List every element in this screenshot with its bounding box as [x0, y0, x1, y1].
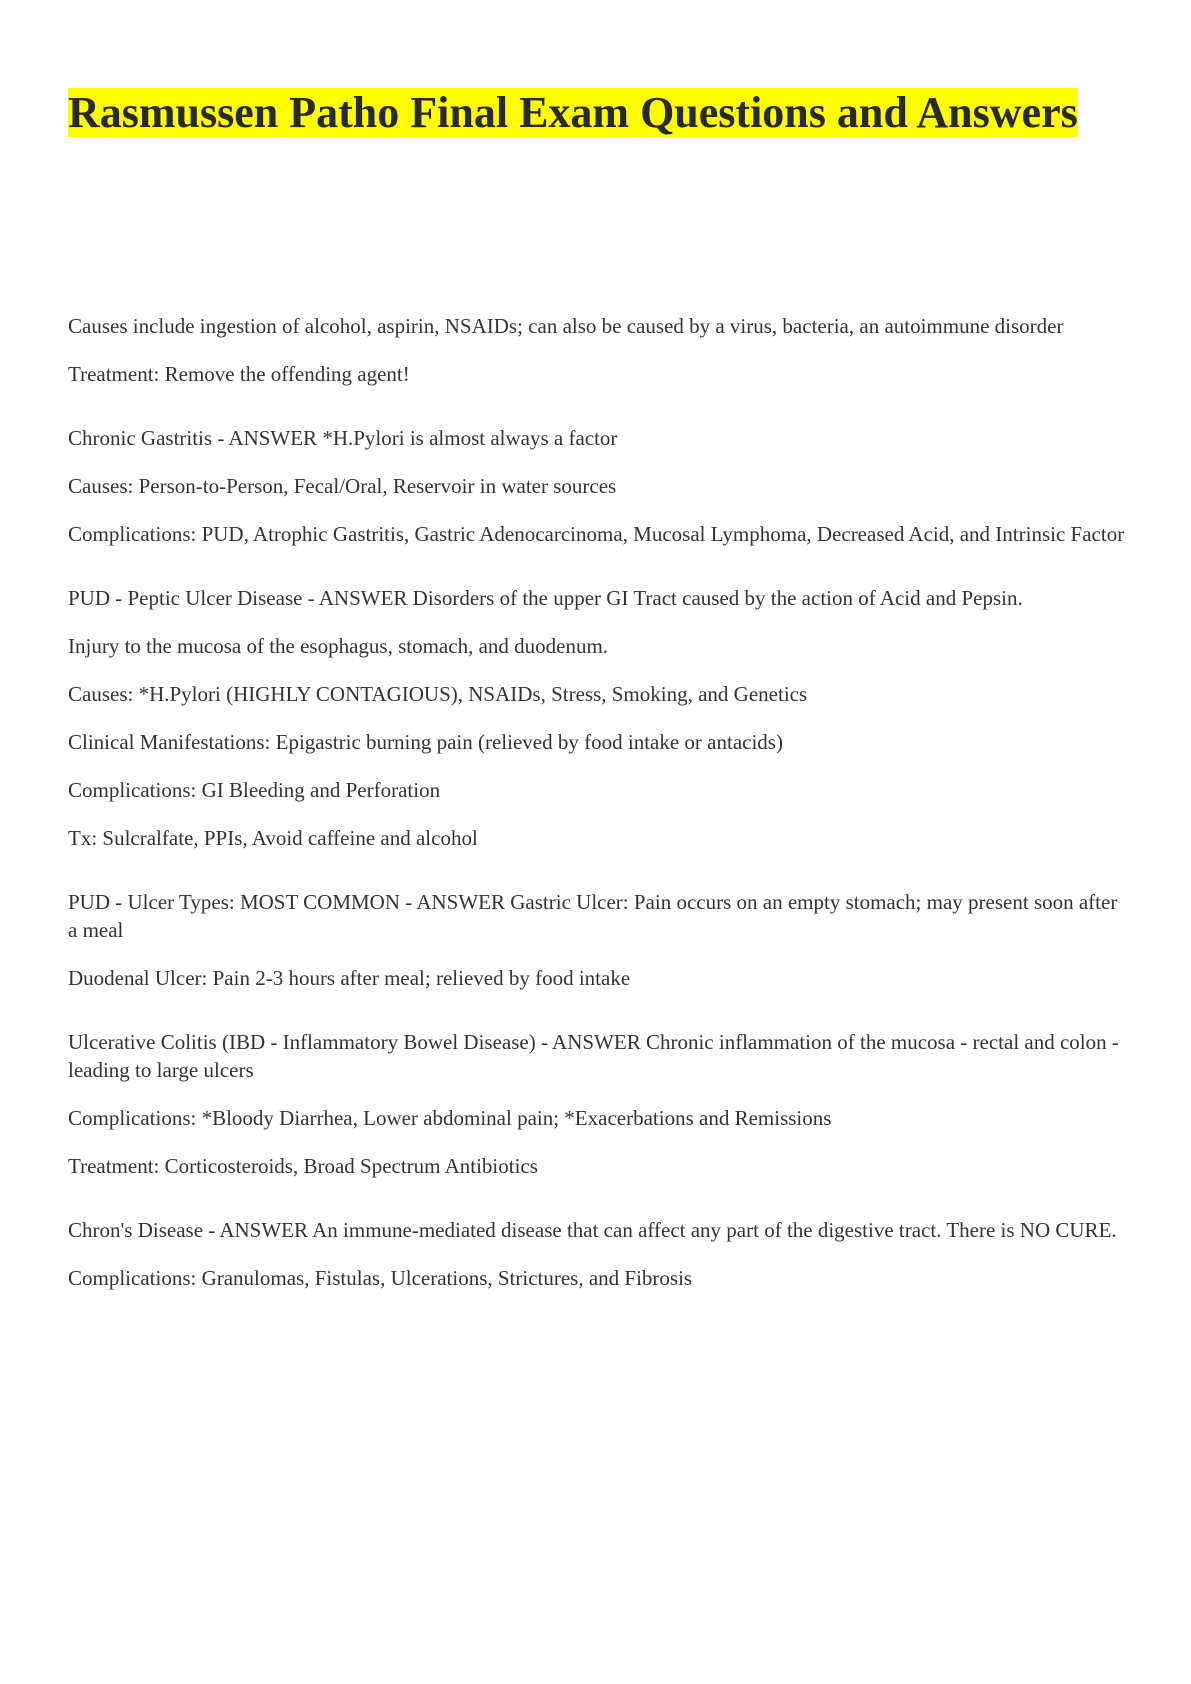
qa-entry — [68, 1028, 1128, 1180]
paragraph: Ulcerative Colitis (IBD - Inflammatory Bowel Disease) - ANSWER Chronic inflammation of the mucosa - rectal and colon - leading to large ulcers — [68, 1030, 1119, 1082]
paragraph: Treatment: Corticosteroids, Broad Spectrum Antibiotics — [68, 1154, 538, 1178]
paragraph: Treatment: Remove the offending agent! — [68, 362, 410, 386]
qa-entry — [68, 312, 1128, 388]
paragraph: Duodenal Ulcer: Pain 2-3 hours after meal; relieved by food intake — [68, 966, 631, 990]
paragraph: Complications: PUD, Atrophic Gastritis, Gastric Adenocarcinoma, Mucosal Lymphoma, Decreased Acid, and Intrinsic Factor — [68, 522, 1125, 546]
paragraph: Causes: Person-to-Person, Fecal/Oral, Reservoir in water sources — [68, 474, 617, 498]
paragraph: Complications: *Bloody Diarrhea, Lower abdominal pain; *Exacerbations and Remissions — [68, 1106, 832, 1130]
document-title — [68, 84, 1128, 141]
paragraph: Chron's Disease - ANSWER An immune-mediated disease that can affect any part of the digestive tract. There is NO CURE. — [68, 1218, 1117, 1242]
qa-entry — [68, 1216, 1128, 1292]
qa-entry — [68, 424, 1128, 548]
document-page — [68, 84, 1128, 1290]
paragraph: Clinical Manifestations: Epigastric burning pain (relieved by food intake or antacids) — [68, 730, 783, 754]
document-body — [68, 312, 1128, 1328]
paragraph: PUD - Peptic Ulcer Disease - ANSWER Disorders of the upper GI Tract caused by the action of Acid and Pepsin. — [68, 586, 1023, 610]
document-title-text: Rasmussen Patho Final Exam Questions and Answers — [68, 88, 1078, 137]
qa-entry — [68, 888, 1128, 992]
paragraph: Tx: Sulcralfate, PPIs, Avoid caffeine and alcohol — [68, 826, 478, 850]
paragraph: PUD - Ulcer Types: MOST COMMON - ANSWER Gastric Ulcer: Pain occurs on an empty stomach; may present soon after a meal — [68, 890, 1118, 942]
qa-entry — [68, 584, 1128, 852]
paragraph: Chronic Gastritis - ANSWER *H.Pylori is almost always a factor — [68, 426, 618, 450]
paragraph: Causes: *H.Pylori (HIGHLY CONTAGIOUS), NSAIDs, Stress, Smoking, and Genetics — [68, 682, 808, 706]
paragraph: Injury to the mucosa of the esophagus, stomach, and duodenum. — [68, 634, 609, 658]
paragraph: Complications: Granulomas, Fistulas, Ulcerations, Strictures, and Fibrosis — [68, 1266, 693, 1290]
paragraph: Causes include ingestion of alcohol, aspirin, NSAIDs; can also be caused by a virus, bacteria, an autoimmune disorder — [68, 314, 1064, 338]
paragraph: Complications: GI Bleeding and Perforation — [68, 778, 441, 802]
